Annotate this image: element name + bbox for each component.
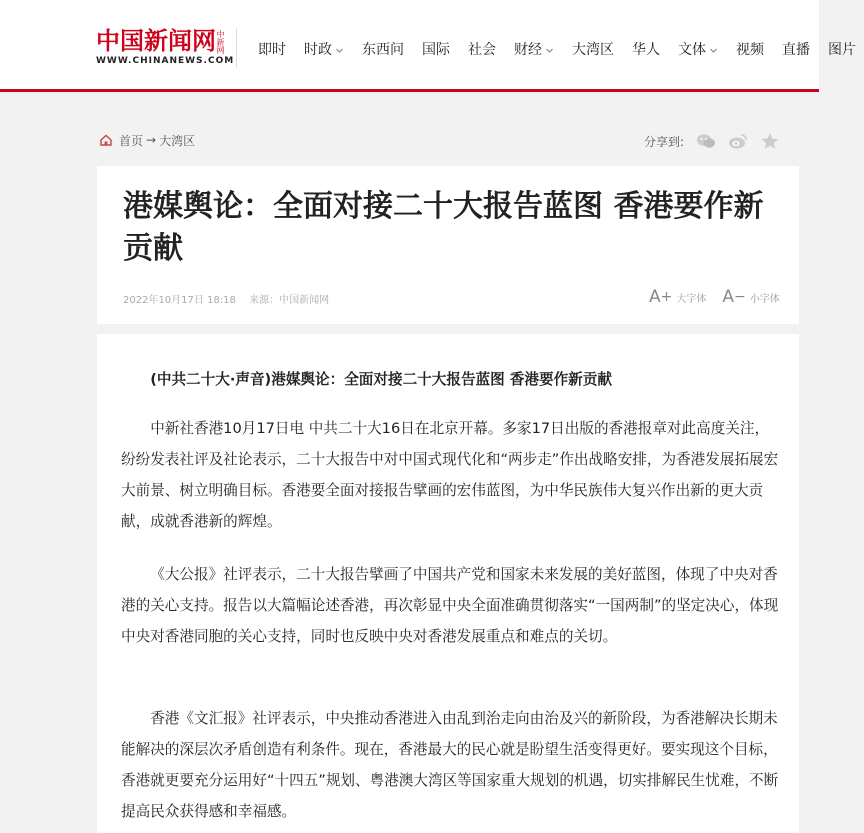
wechat-icon[interactable] xyxy=(696,132,716,150)
article-paragraph: 《大公报》社评表示，二十大报告擘画了中国共产党和国家未来发展的美好蓝图，体现了中央对香港的关心支持。报告以大篇幅论述香港，再次彰显中央全面准确贯彻落实“一国两制”的坚定决心，体现中央对香港同胞的关心支持，同时也反映中央对香港发展重点和难点的关切。 xyxy=(121,566,779,645)
nav-item[interactable] xyxy=(572,38,614,62)
site-header xyxy=(0,0,856,92)
font-smaller-icon[interactable]: A xyxy=(722,287,735,307)
logo-tag: 中新网 xyxy=(216,30,225,54)
nav-item[interactable] xyxy=(304,38,344,62)
header-divider xyxy=(236,28,237,68)
font-size-controls xyxy=(649,287,796,307)
chevron-down-icon xyxy=(709,46,718,55)
nav-item[interactable] xyxy=(514,38,554,62)
article-lead: (中共二十大·声音)港媒舆论：全面对接二十大报告蓝图 香港要作新贡献 xyxy=(150,371,612,388)
nav-item-label: 东西问 xyxy=(362,42,404,58)
minus-sign-icon: − xyxy=(734,289,746,305)
article-paragraph: 中新社香港10月17日电 中共二十大16日在北京开幕。多家17日出版的香港报章对此高度关注，纷纷发表社评及社论表示，二十大报告中对中国式现代化和“两步走”作出战略安排，为香港发展拓展宏大前景、树立明确目标。香港要全面对接报告擘画的宏伟蓝图，为中华民族伟大复兴作出新的更大贡献，成就香港新的辉煌。 xyxy=(121,420,779,530)
nav-item[interactable] xyxy=(422,38,450,62)
nav-item[interactable] xyxy=(678,38,718,62)
nav-item-label: 国际 xyxy=(422,42,450,58)
nav-item-label: 视频 xyxy=(736,42,764,58)
weibo-icon[interactable] xyxy=(728,132,748,150)
font-smaller-button[interactable]: 小字体 xyxy=(749,293,780,305)
breadcrumb-section-link[interactable]: 大湾区 xyxy=(159,133,196,148)
font-larger-button[interactable]: 大字体 xyxy=(676,293,707,305)
article-title: 港媒舆论：全面对接二十大报告蓝图 香港要作新贡献 xyxy=(123,189,764,266)
plus-sign-icon: + xyxy=(660,289,673,305)
site-logo[interactable] xyxy=(96,26,235,72)
main-nav xyxy=(248,38,864,62)
favorite-star-icon[interactable] xyxy=(760,132,780,150)
nav-item[interactable] xyxy=(828,38,856,62)
nav-item[interactable] xyxy=(362,38,404,62)
nav-item-label: 大湾区 xyxy=(572,42,614,58)
nav-item[interactable] xyxy=(736,38,764,62)
nav-item-label: 时政 xyxy=(304,42,332,58)
nav-item-label: 社会 xyxy=(468,42,496,58)
nav-item-label: 即时 xyxy=(258,42,286,58)
article-header-card xyxy=(97,166,799,324)
article-body xyxy=(97,334,799,833)
share-label: 分享到: xyxy=(644,134,685,149)
share-bar xyxy=(644,131,780,151)
logo-chinese-text: 中国新闻网 xyxy=(96,26,216,55)
breadcrumb-home-link[interactable]: 首页 xyxy=(119,133,144,148)
nav-item[interactable] xyxy=(468,38,496,62)
nav-item-label: 文体 xyxy=(678,42,706,58)
nav-item-label: 华人 xyxy=(632,42,660,58)
nav-item[interactable] xyxy=(632,38,660,62)
nav-item[interactable] xyxy=(782,38,810,62)
nav-item-label: 直播 xyxy=(782,42,810,58)
breadcrumb-separator: → xyxy=(146,133,157,147)
article-paragraph: 香港《文汇报》社评表示，中央推动香港进入由乱到治走向由治及兴的新阶段，为香港解决长期未能解决的深层次矛盾创造有利条件。现在，香港最大的民心就是盼望生活变得更好。要实现这个目标，香港就更要充分运用好“十四五”规划、粤港澳大湾区等国家重大规划的机遇，切实排解民生忧难，不断提高民众获得感和幸福感。 xyxy=(121,710,779,820)
logo-english-text: WWW.CHINANEWS.COM xyxy=(96,56,235,66)
nav-item-label: 财经 xyxy=(514,42,542,58)
font-larger-icon[interactable]: A xyxy=(649,287,661,307)
nav-item-label: 图片 xyxy=(828,42,856,58)
chevron-down-icon xyxy=(335,46,344,55)
article-source: 来源：中国新闻网 xyxy=(249,295,330,306)
home-icon[interactable] xyxy=(99,133,113,147)
article-date: 2022年10月17日 18:18 xyxy=(123,295,236,306)
nav-item[interactable] xyxy=(258,38,286,62)
breadcrumb xyxy=(99,131,195,149)
article-meta xyxy=(123,291,339,306)
chevron-down-icon xyxy=(545,46,554,55)
